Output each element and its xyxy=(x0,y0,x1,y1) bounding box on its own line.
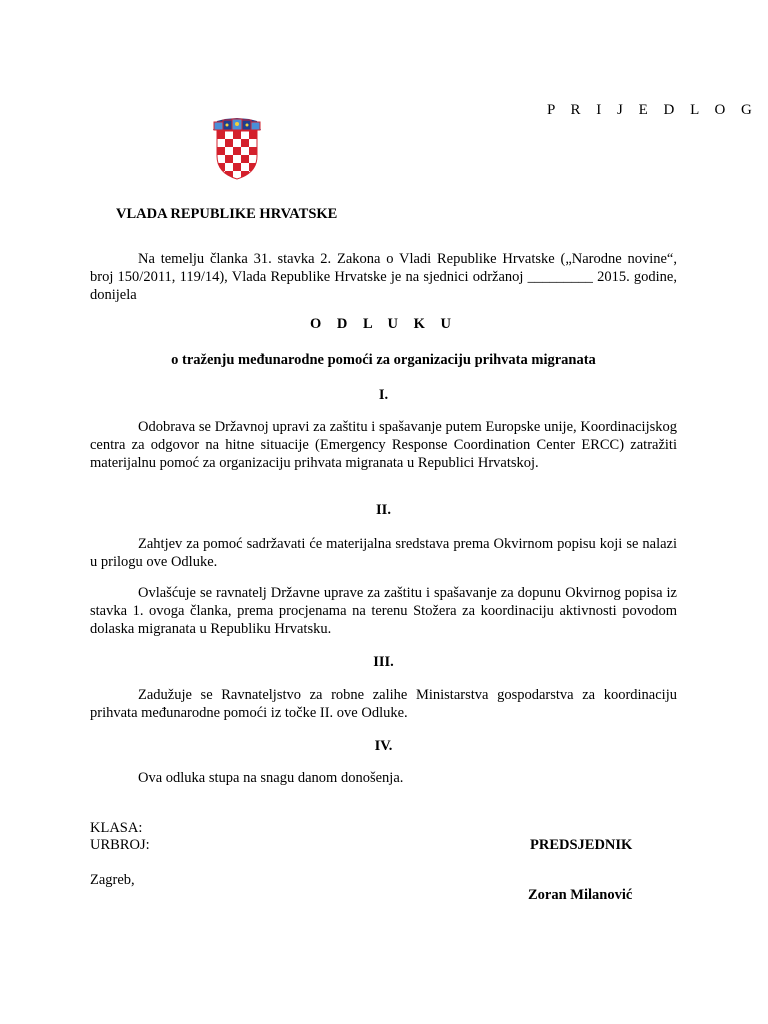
crown-icon xyxy=(213,118,261,130)
section-numeral: III. xyxy=(373,654,394,670)
government-heading: VLADA REPUBLIKE HRVATSKE xyxy=(116,206,338,222)
klasa-label: KLASA: xyxy=(90,820,143,836)
section-numeral: IV. xyxy=(374,738,393,754)
section-paragraph: Zahtjev za pomoć sadržavati će materijalna sredstava prema Okvirnom popisu koji se nalazi u prilogu ove Odluke. xyxy=(90,536,677,570)
section-paragraph: Ovlašćuje se ravnatelj Državne uprave za zaštitu i spašavanje za dopunu Okvirnog popisa iz stavka 1. ovoga članka, prema procjenama na terenu Stožera za koordinaciju aktivnosti povodom dolaska migranata u Republiku Hrvatsku. xyxy=(90,585,677,637)
section-paragraph: Zadužuje se Ravnateljstvo za robne zalihe Ministarstva gospodarstva za koordinaciju prihvata međunarodne pomoći iz točke II. ove Odluke. xyxy=(90,687,677,721)
preamble-paragraph: Na temelju članka 31. stavka 2. Zakona o Vladi Republike Hrvatske („Narodne novine“, broj 150/2011, 119/14), Vlada Republike Hrvatske je na sjednici održanoj _________ 2015. godine, donijela xyxy=(90,251,677,303)
section-paragraph: Ova odluka stupa na snagu danom donošenja. xyxy=(138,770,404,786)
place-label: Zagreb, xyxy=(90,872,135,888)
croatian-coat-of-arms-icon xyxy=(212,118,262,180)
document-title: O D L U K U xyxy=(310,316,457,332)
document-subtitle: o traženju međunarodne pomoći za organizaciju prihvata migranata xyxy=(171,352,596,368)
prijedlog-label: P R I J E D L O G xyxy=(547,102,758,118)
section-paragraph: Odobrava se Državnoj upravi za zaštitu i spašavanje putem Europske unije, Koordinacijskog centra za odgovor na hitne situacije (Emergency Response Coordination Center ERCC) zatražiti materijalnu pomoć za organizaciju prihvata migranata u Republici Hrvatskoj. xyxy=(90,419,677,471)
section-numeral: II. xyxy=(376,502,391,518)
signatory-title: PREDSJEDNIK xyxy=(530,837,633,853)
section-numeral: I. xyxy=(378,387,389,403)
signatory-name: Zoran Milanović xyxy=(528,887,633,903)
urbroj-label: URBROJ: xyxy=(90,837,150,853)
